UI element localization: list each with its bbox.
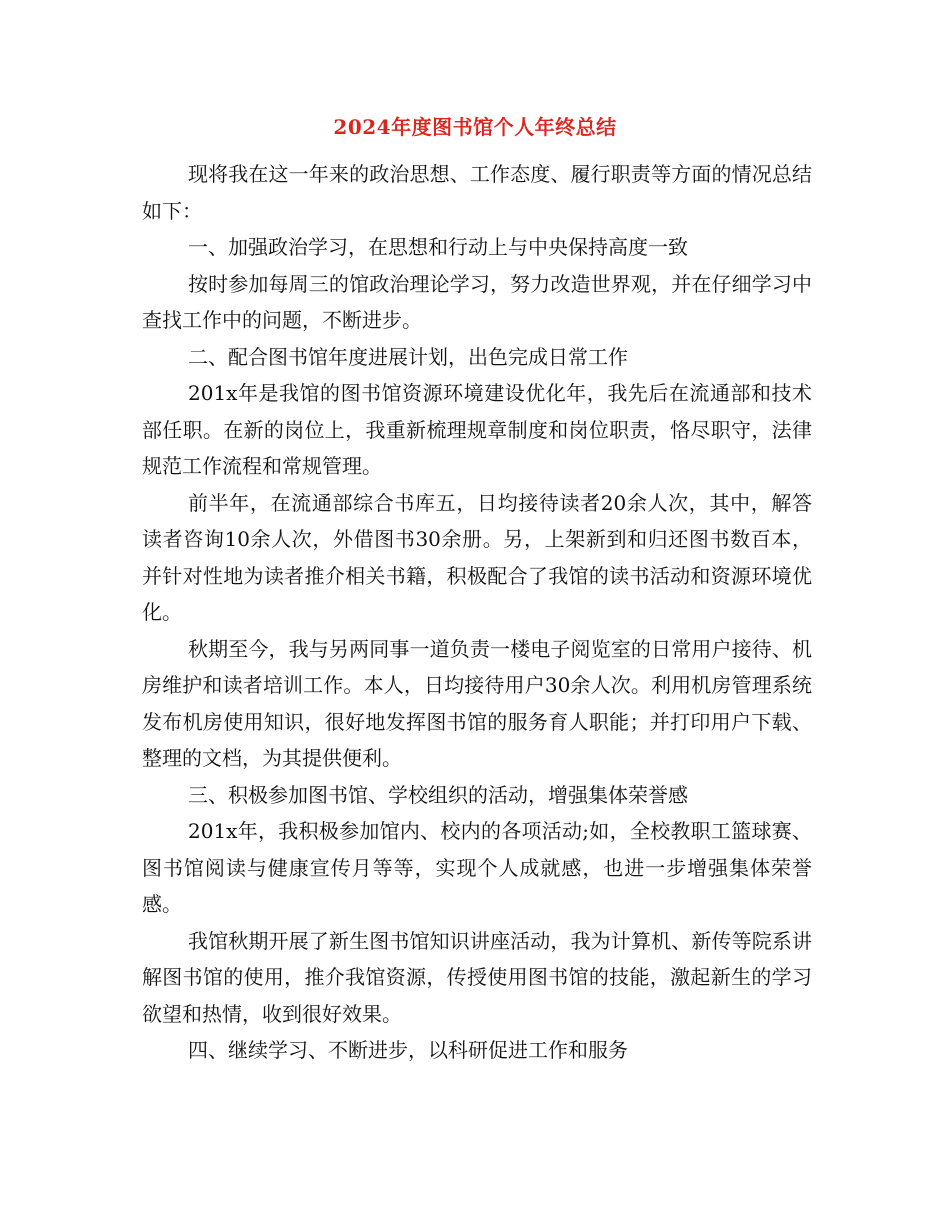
paragraph-political-study: 按时参加每周三的馆政治理论学习，努力改造世界观，并在仔细学习中查找工作中的问题，不断进步。 bbox=[142, 271, 812, 332]
paragraph-lectures: 我馆秋期开展了新生图书馆知识讲座活动，我为计算机、新传等院系讲解图书馆的使用，推介我馆资源，传授使用图书馆的技能，激起新生的学习欲望和热情，收到很好效果。 bbox=[142, 928, 812, 1026]
paragraph-first-half: 前半年，在流通部综合书库五，日均接待读者20余人次，其中，解答读者咨询10余人次，外借图书30余册。另，上架新到和归还图书数百本，并针对性地为读者推介相关书籍，积极配合了我馆的读书活动和资源环境优化。 bbox=[142, 490, 812, 624]
section-heading-4: 四、继续学习、不断进步，以科研促进工作和服务 bbox=[188, 1038, 628, 1062]
document-body bbox=[142, 156, 812, 1069]
paragraph-autumn: 秋期至今，我与另两同事一道负责一楼电子阅览室的日常用户接待、机房维护和读者培训工作。本人，日均接待用户30余人次。利用机房管理系统发布机房使用知识，很好地发挥图书馆的服务育人职能；并打印用户下载、整理的文档，为其提供便利。 bbox=[142, 636, 812, 770]
document-title: 2024年度图书馆个人年终总结 bbox=[333, 115, 617, 139]
section-heading-2: 二、配合图书馆年度进展计划，出色完成日常工作 bbox=[188, 344, 628, 369]
paragraph-activities: 201x年，我积极参加馆内、校内的各项活动;如，全校教职工篮球赛、图书馆阅读与健康宣传月等等，实现个人成就感，也进一步增强集体荣誉感。 bbox=[142, 819, 812, 916]
intro-paragraph: 现将我在这一年来的政治思想、工作态度、履行职责等方面的情况总结如下： bbox=[142, 162, 812, 223]
section-heading-3: 三、积极参加图书馆、学校组织的活动，增强集体荣誉感 bbox=[188, 782, 688, 807]
paragraph-resource-year: 201x年是我馆的图书馆资源环境建设优化年，我先后在流通部和技术部任职。在新的岗位上，我重新梳理规章制度和岗位职责，恪尽职守，法律规范工作流程和常规管理。 bbox=[142, 381, 812, 478]
section-heading-1: 一、加强政治学习，在思想和行动上与中央保持高度一致 bbox=[188, 235, 688, 259]
